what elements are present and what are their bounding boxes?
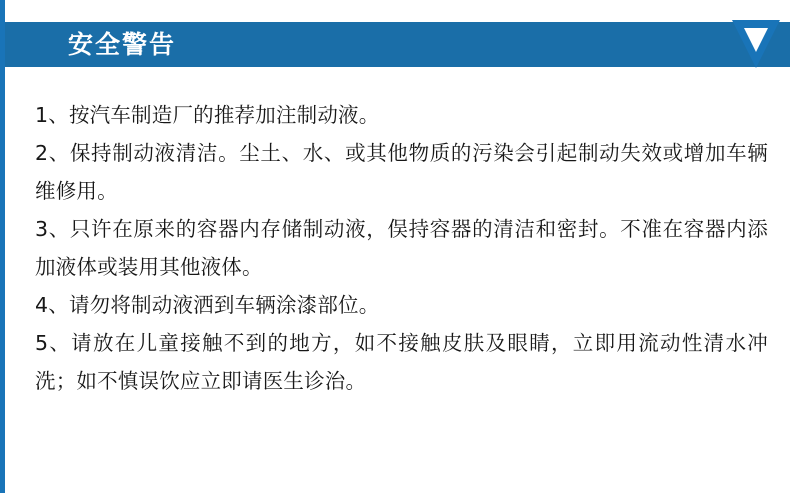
warning-list: [5, 96, 790, 400]
warning-item-2: 2、保持制动液清洁。尘土、水、或其他物质的污染会引起制动失效或增加车辆维修用。: [35, 141, 768, 203]
page-header: [5, 0, 790, 88]
v-chevron-logo-icon: [730, 18, 782, 70]
warning-item-1: 1、按汽车制造厂的推荐加注制动液。: [35, 103, 380, 127]
warning-item-4: 4、请勿将制动液洒到车辆涂漆部位。: [35, 293, 380, 317]
warning-item-5: 5、请放在儿童接触不到的地方，如不接触皮肤及眼睛，立即用流动性清水冲洗；如不慎误饮应立即请医生诊治。: [35, 331, 768, 393]
warning-item-3: 3、只许在原来的容器内存储制动液，俣持容器的清洁和密封。不准在容器内添加液体或装用其他液体。: [35, 217, 768, 279]
page-title: 安全警告: [68, 30, 177, 59]
